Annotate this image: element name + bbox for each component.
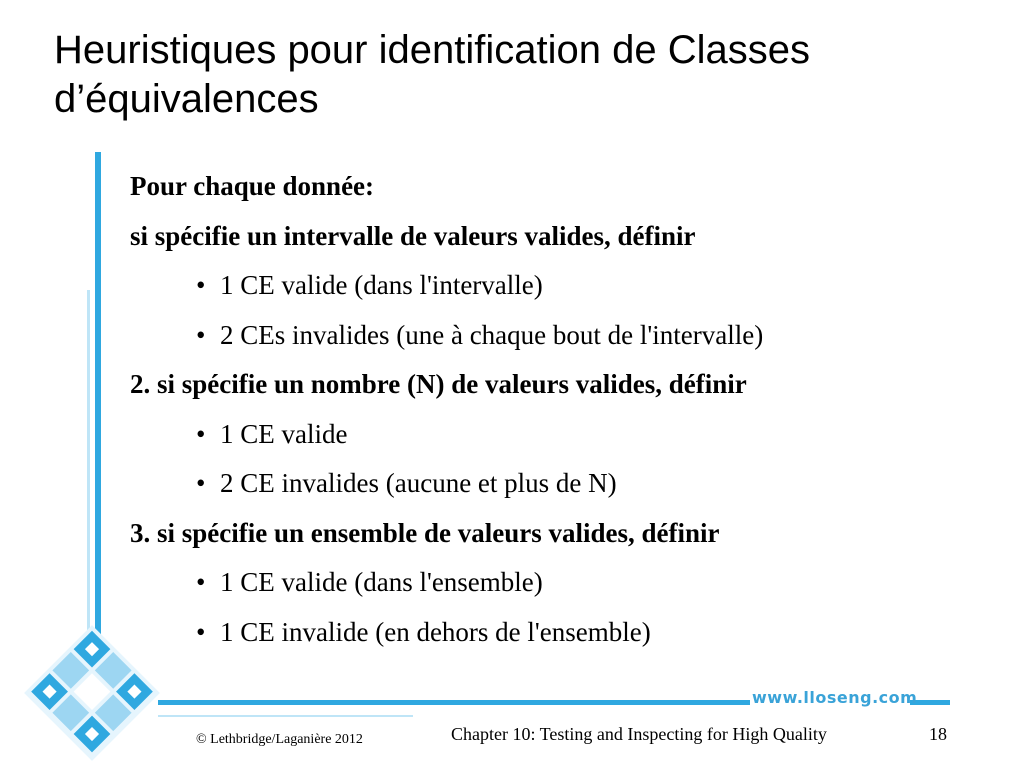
bullet-text: 2 CE invalides (aucune et plus de N)	[220, 468, 617, 498]
footer-url: www.lloseng.com	[752, 688, 918, 707]
slide-body	[130, 162, 1010, 657]
decor-bar-horizontal	[158, 700, 750, 705]
page-number: 18	[929, 724, 947, 744]
body-bullet-item	[130, 459, 1010, 509]
bullet-text: 1 CE invalide (en dehors de l'ensemble)	[220, 616, 651, 647]
bullet-text: 1 CE valide (dans l'ensemble)	[220, 567, 543, 597]
footer-copyright: © Lethbridge/Laganière 2012	[196, 732, 363, 747]
body-bullet-item	[130, 608, 1010, 658]
decor-line-bottom	[158, 715, 413, 717]
bullet-icon: •	[196, 567, 206, 597]
footer-chapter: Chapter 10: Testing and Inspecting for High Quality	[451, 724, 827, 744]
decor-bar-vertical	[95, 152, 101, 712]
bullet-icon: •	[196, 418, 206, 449]
body-line-rule-3: 3. si spécifie un ensemble de valeurs valides, définir	[130, 517, 720, 548]
bullet-icon: •	[196, 270, 206, 300]
body-bullet-item	[130, 410, 1010, 460]
slide-title: Heuristiques pour identification de Classes d’équivalences	[54, 28, 810, 121]
bullet-icon: •	[196, 468, 206, 498]
body-bullet-item	[130, 311, 1010, 361]
bullet-icon: •	[196, 616, 206, 647]
bullet-icon: •	[196, 319, 206, 350]
body-bullet-item	[130, 558, 1010, 608]
body-line-rule-1: si spécifie un intervalle de valeurs valides, définir	[130, 220, 696, 251]
body-bullet-item	[130, 261, 1010, 311]
body-line-rule-2: 2. si spécifie un nombre (N) de valeurs valides, définir	[130, 369, 747, 399]
body-line-heading: Pour chaque donnée:	[130, 171, 375, 201]
bullet-text: 1 CE valide (dans l'intervalle)	[220, 270, 543, 300]
bullet-text: 1 CE valide	[220, 418, 348, 449]
bullet-text: 2 CEs invalides (une à chaque bout de l'intervalle)	[220, 319, 764, 350]
